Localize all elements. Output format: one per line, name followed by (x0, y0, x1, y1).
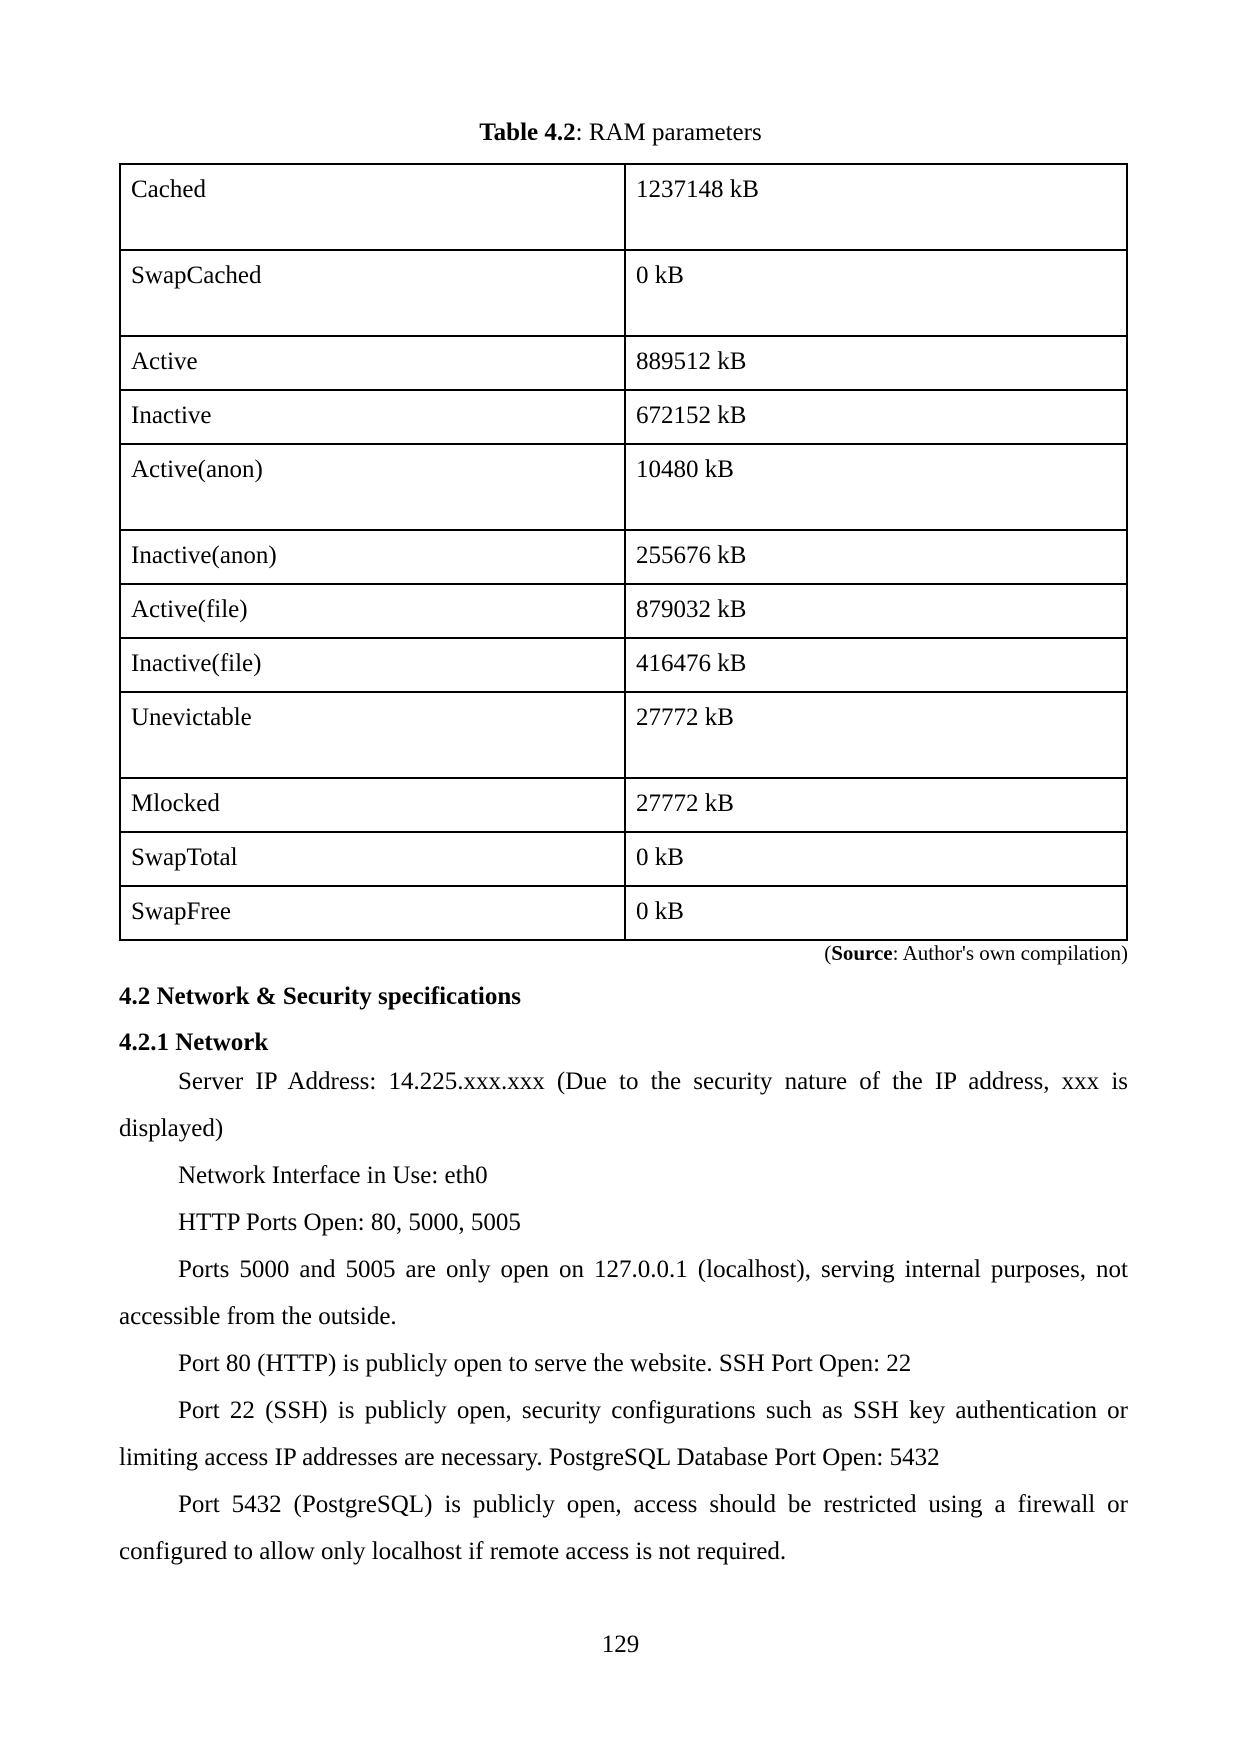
table-row (120, 638, 1127, 692)
parameter-value: 1237148 kB (625, 164, 1127, 250)
table-row (120, 530, 1127, 584)
parameter-value: 0 kB (625, 832, 1127, 886)
paragraph-server-ip: Server IP Address: 14.225.xxx.xxx (Due to the security nature of the IP address, xxx is displayed) (119, 1068, 1128, 1142)
subsection-heading: 4.2.1 Network (119, 1029, 269, 1056)
source-label: Source (831, 941, 893, 965)
parameter-value: 0 kB (625, 250, 1127, 336)
parameter-value: 879032 kB (625, 584, 1127, 638)
table-row (120, 444, 1127, 530)
section-body (119, 1058, 1128, 1575)
paragraph-http-ports: HTTP Ports Open: 80, 5000, 5005 (178, 1209, 521, 1236)
paragraph-network-interface: Network Interface in Use: eth0 (178, 1162, 488, 1189)
table-row (120, 250, 1127, 336)
parameter-name: Inactive(file) (120, 638, 625, 692)
paragraph-port-22: Port 22 (SSH) is publicly open, security configurations such as SSH key authentication or limiting access IP addresses are necessary. PostgreSQL Database Port Open: 5432 (119, 1397, 1128, 1471)
parameter-value: 672152 kB (625, 390, 1127, 444)
table-caption-title: RAM parameters (588, 119, 762, 146)
page-number: 129 (601, 1631, 640, 1658)
parameter-value: 27772 kB (625, 778, 1127, 832)
parameter-name: Active(file) (120, 584, 625, 638)
table-row (120, 692, 1127, 778)
parameter-name: Mlocked (120, 778, 625, 832)
parameter-value: 27772 kB (625, 692, 1127, 778)
table-caption-separator: : (575, 119, 589, 146)
parameter-name: SwapTotal (120, 832, 625, 886)
parameter-name: Active (120, 336, 625, 390)
section-heading: 4.2 Network & Security specifications (119, 983, 522, 1010)
parameter-name: Unevictable (120, 692, 625, 778)
table-source-note (824, 940, 1128, 966)
table-caption-label: Table 4.2 (479, 119, 576, 146)
parameter-name: SwapFree (120, 886, 625, 940)
table-row (120, 886, 1127, 940)
parameter-value: 416476 kB (625, 638, 1127, 692)
parameter-value: 0 kB (625, 886, 1127, 940)
paragraph-port-5432: Port 5432 (PostgreSQL) is publicly open, access should be restricted using a firewall or configured to allow only localhost if remote access is not required. (119, 1491, 1128, 1565)
table-row (120, 778, 1127, 832)
parameter-name: Active(anon) (120, 444, 625, 530)
paragraph-port-80: Port 80 (HTTP) is publicly open to serve the website. SSH Port Open: 22 (178, 1350, 912, 1377)
source-open-paren: ( (824, 941, 832, 965)
table-row (120, 584, 1127, 638)
parameter-value: 889512 kB (625, 336, 1127, 390)
table-row (120, 832, 1127, 886)
parameter-value: 10480 kB (625, 444, 1127, 530)
parameter-name: Cached (120, 164, 625, 250)
parameter-value: 255676 kB (625, 530, 1127, 584)
table-row (120, 336, 1127, 390)
table-caption (0, 118, 1241, 148)
source-text: : Author's own compilation) (892, 941, 1128, 965)
table-row (120, 164, 1127, 250)
ram-parameters-table (119, 163, 1128, 941)
parameter-name: Inactive(anon) (120, 530, 625, 584)
parameter-name: Inactive (120, 390, 625, 444)
parameter-name: SwapCached (120, 250, 625, 336)
paragraph-localhost-ports: Ports 5000 and 5005 are only open on 127.0.0.1 (localhost), serving internal purposes, not accessible from the outside. (119, 1256, 1128, 1330)
table-row (120, 390, 1127, 444)
